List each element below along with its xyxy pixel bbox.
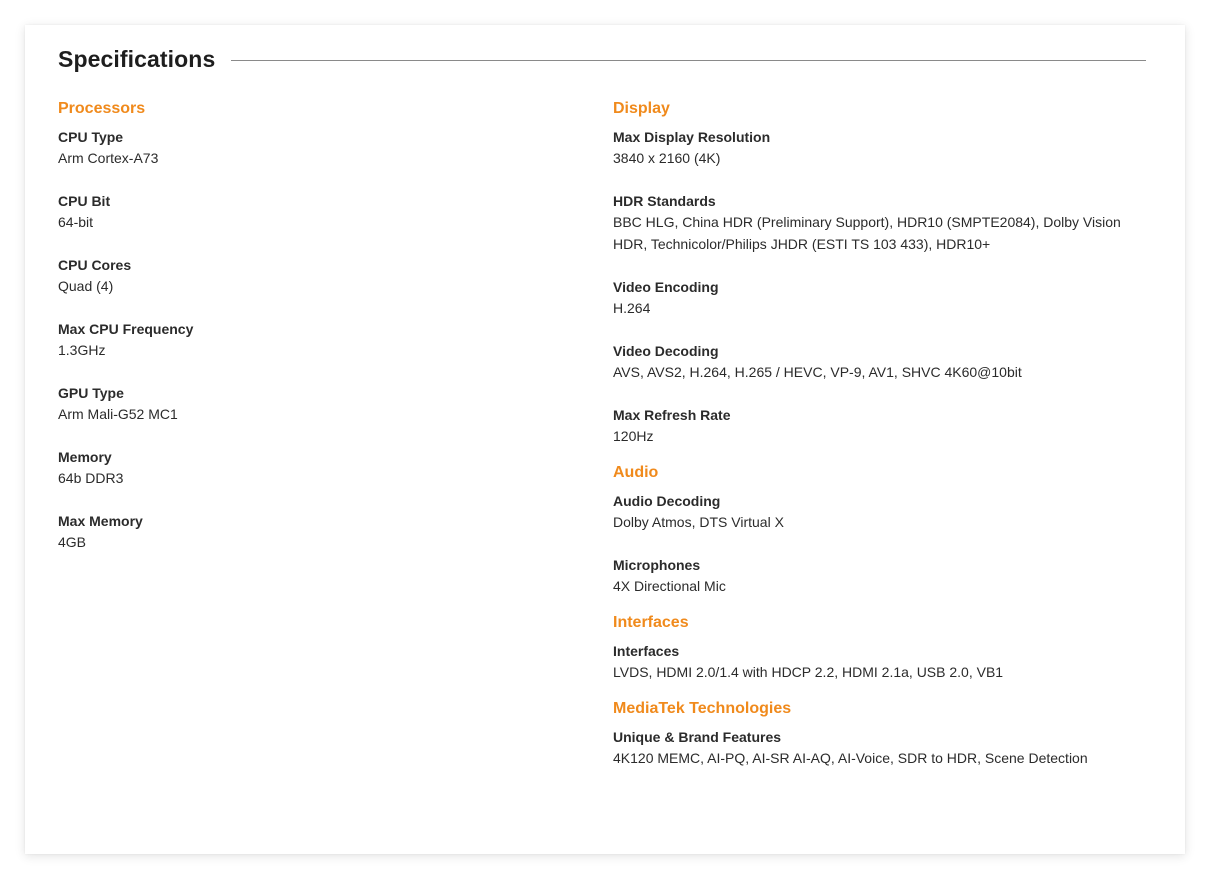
spec-label: Max Display Resolution [613, 129, 771, 145]
spec-value: 1.3GHz [58, 342, 106, 358]
spec-label: Max CPU Frequency [58, 321, 194, 337]
spec-label: CPU Type [58, 129, 124, 145]
spec-value: H.264 [613, 300, 651, 316]
section-processors [58, 99, 578, 553]
spec-label: Audio Decoding [613, 493, 721, 509]
section-title: MediaTek Technologies [613, 700, 792, 717]
spec-item [613, 191, 1153, 255]
spec-label: Max Refresh Rate [613, 407, 731, 423]
spec-item [613, 341, 1153, 383]
spec-label: CPU Bit [58, 193, 111, 209]
spec-label: CPU Cores [58, 257, 132, 273]
spec-label: HDR Standards [613, 193, 716, 209]
spec-value: Arm Cortex-A73 [58, 150, 159, 166]
specifications-header [58, 43, 1146, 75]
spec-value: Arm Mali-G52 MC1 [58, 406, 178, 422]
spec-value: 3840 x 2160 (4K) [613, 150, 721, 166]
spec-value: 4X Directional Mic [613, 578, 726, 594]
spec-value: 64-bit [58, 214, 94, 230]
spec-label: Interfaces [613, 643, 680, 659]
section-audio [613, 463, 1153, 597]
spec-item [58, 319, 578, 361]
spec-item [58, 255, 578, 297]
spec-item [613, 127, 1153, 169]
spec-item [613, 727, 1153, 769]
spec-label: Video Decoding [613, 343, 719, 359]
spec-value: Dolby Atmos, DTS Virtual X [613, 514, 784, 530]
page-title: Specifications [58, 45, 216, 72]
spec-label: Microphones [613, 557, 701, 573]
spec-value: 4K120 MEMC, AI-PQ, AI-SR AI-AQ, AI-Voice, SDR to HDR, Scene Detection [613, 750, 1088, 766]
section-title: Processors [58, 100, 146, 117]
section-title: Display [613, 100, 670, 117]
spec-label: Video Encoding [613, 279, 719, 295]
specifications-card [25, 25, 1185, 854]
spec-item [613, 555, 1153, 597]
spec-item [58, 127, 578, 169]
section-mediatek-technologies [613, 699, 1153, 769]
spec-item [613, 641, 1153, 683]
section-title: Interfaces [613, 614, 689, 631]
spec-item [613, 277, 1153, 319]
section-display [613, 99, 1153, 447]
spec-item [58, 511, 578, 553]
spec-value: AVS, AVS2, H.264, H.265 / HEVC, VP-9, AV1, SHVC 4K60@10bit [613, 364, 1022, 380]
spec-item [613, 491, 1153, 533]
spec-value: LVDS, HDMI 2.0/1.4 with HDCP 2.2, HDMI 2.1a, USB 2.0, VB1 [613, 664, 1004, 680]
spec-item [58, 191, 578, 233]
header-divider [231, 60, 1146, 61]
spec-label: Memory [58, 449, 112, 465]
spec-item [58, 383, 578, 425]
spec-label: Unique & Brand Features [613, 729, 782, 745]
left-column [58, 99, 578, 569]
spec-item [58, 447, 578, 489]
section-interfaces [613, 613, 1153, 683]
spec-label: Max Memory [58, 513, 143, 529]
spec-label: GPU Type [58, 385, 124, 401]
spec-value: BBC HLG, China HDR (Preliminary Support), HDR10 (SMPTE2084), Dolby Vision HDR, Technicolor/Philips JHDR (ESTI TS 103 433), HDR10+ [613, 214, 1121, 252]
spec-value: 120Hz [613, 428, 654, 444]
spec-item [613, 405, 1153, 447]
section-title: Audio [613, 464, 659, 481]
spec-value: Quad (4) [58, 278, 114, 294]
right-column [613, 99, 1153, 785]
spec-value: 64b DDR3 [58, 470, 124, 486]
spec-value: 4GB [58, 534, 87, 550]
